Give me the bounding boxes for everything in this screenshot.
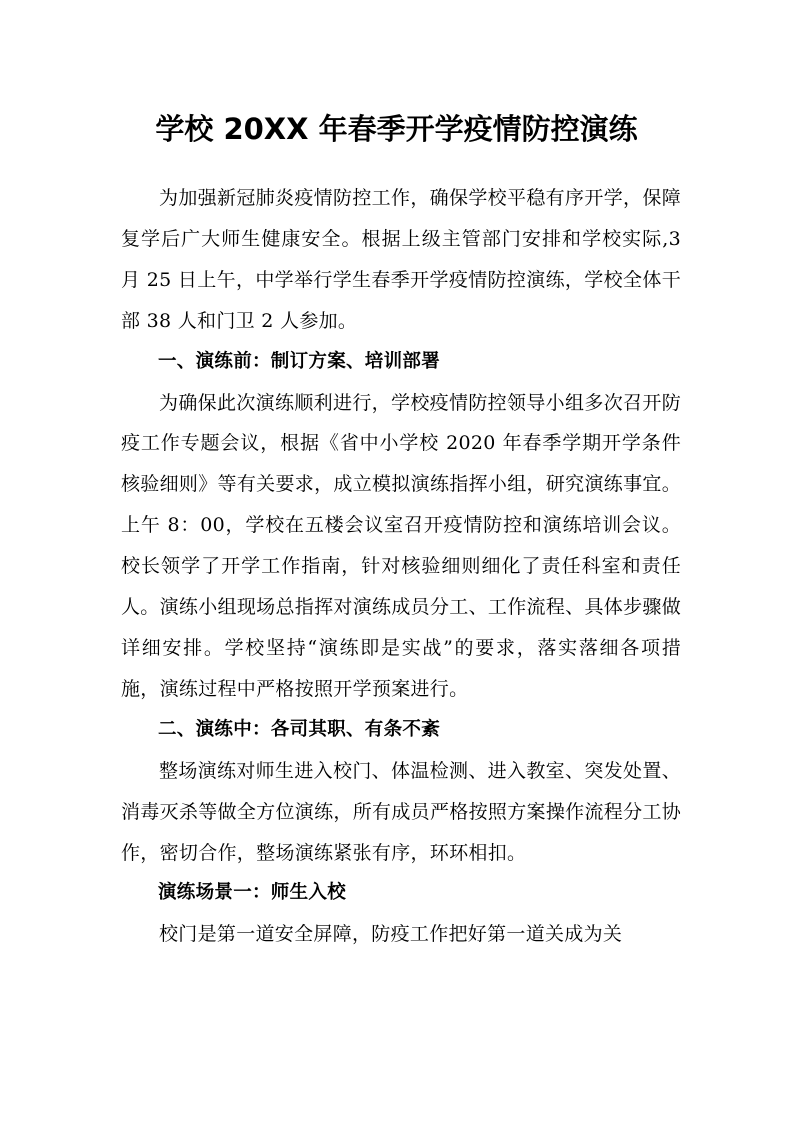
paragraph-preparation: 为确保此次演练顺利进行，学校疫情防控领导小组多次召开防疫工作专题会议，根据《省中小学校 2020 年春季学期开学条件核验细则》等有关要求，成立模拟演练指挥小组，研究演练事宜。上午 8：00，学校在五楼会议室召开疫情防控和演练培训会议。校长领学了开学工作指南，针对核验细则细化了责任科室和责任人。演练小组现场总指挥对演练成员分工、工作流程、具体步骤做详细安排。学校坚持“演练即是实战”的要求，落实落细各项措施，演练过程中严格按照开学预案进行。 bbox=[121, 391, 681, 700]
paragraph-drill-overview: 整场演练对师生进入校门、体温检测、进入教室、突发处置、消毒灭杀等做全方位演练，所有成员严格按照方案操作流程分工协作，密切合作，整场演练紧张有序，环环相扣。 bbox=[121, 759, 681, 864]
document-title: 学校 20XX 年春季开学疫情防控演练 bbox=[155, 112, 638, 146]
document-body bbox=[121, 178, 681, 955]
section-heading-during-drill: 二、演练中：各司其职、有条不紊 bbox=[158, 718, 441, 740]
section-heading-before-drill: 一、演练前：制订方案、培训部署 bbox=[158, 350, 441, 372]
scene-heading-entry: 演练场景一：师生入校 bbox=[158, 882, 347, 904]
paragraph-gate: 校门是第一道安全屏障，防疫工作把好第一道关成为关 bbox=[159, 923, 623, 946]
intro-paragraph: 为加强新冠肺炎疫情防控工作，确保学校平稳有序开学，保障复学后广大师生健康安全。根据上级主管部门安排和学校实际,3 月 25 日上午，中学举行学生春季开学疫情防控演练，学校全体干部 38 人和门卫 2 人参加。 bbox=[121, 187, 681, 332]
